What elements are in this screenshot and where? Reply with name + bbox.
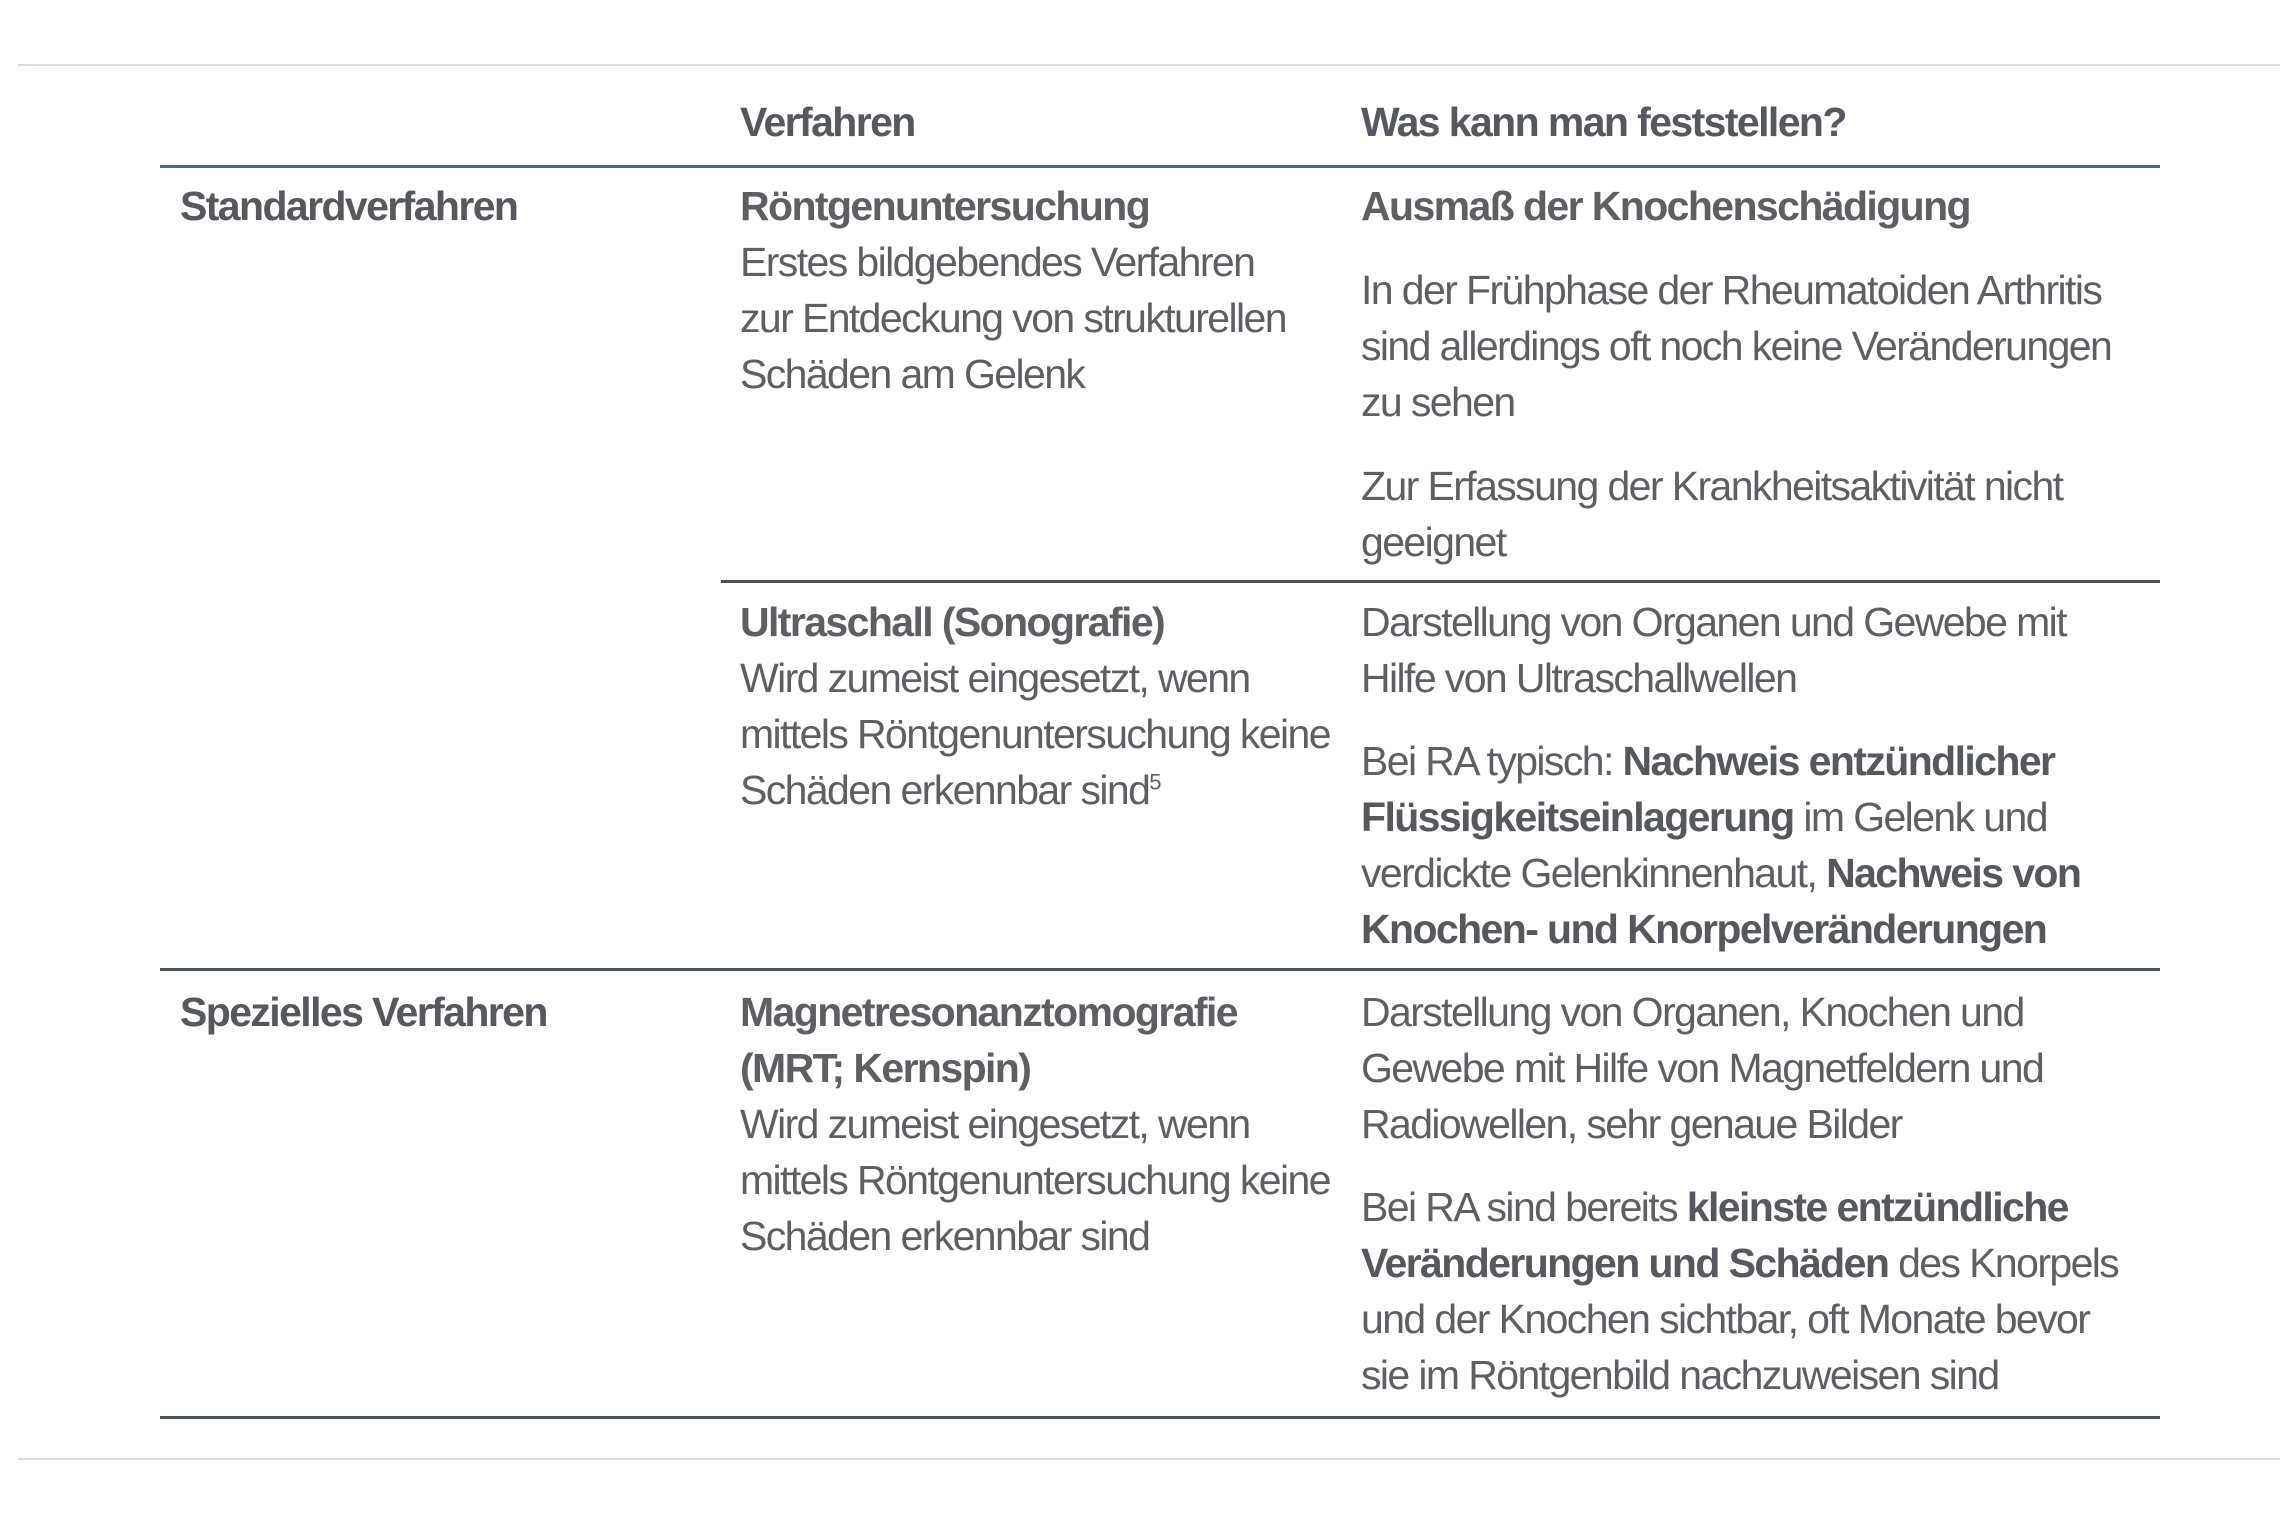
finding-paragraph: [1361, 458, 2141, 570]
finding-paragraph: [1361, 1179, 2141, 1403]
finding-paragraph: [1361, 984, 2141, 1152]
finding-text: Bei RA typisch:: [1361, 738, 1623, 784]
finding-paragraph: [1361, 733, 2081, 957]
finding-paragraph: [1361, 178, 2141, 234]
method-description: Wird zumeist eingesetzt, wenn mittels Röntgenuntersuchung keine Schäden erkennbar sind: [740, 1101, 1330, 1259]
row-label: Spezielles Verfahren: [180, 989, 547, 1035]
finding-text-bold: kleinste entzündliche Veränderungen und Schäden: [1361, 1184, 2068, 1286]
finding-text: Ausmaß der Knochenschädigung: [1361, 183, 1970, 229]
header-col2: Verfahren: [740, 99, 915, 145]
finding-text: des Knorpels und der Knochen sichtbar, oft Monate bevor sie im Röntgenbild nachzuweisen sind: [1361, 1240, 2119, 1398]
method-description-text: Wird zumeist eingesetzt, wenn mittels Röntgenuntersuchung keine Schäden erkennbar sind: [740, 655, 1330, 813]
header-divider: [160, 165, 2160, 168]
group-divider: [160, 968, 2160, 971]
finding-text: Darstellung von Organen und Gewebe mit Hilfe von Ultraschallwellen: [1361, 599, 2066, 701]
finding-text: im Gelenk und verdickte Gelenkinnenhaut,: [1361, 794, 2047, 896]
method-description: [740, 650, 1340, 818]
method-description: Erstes bildgebendes Verfahren zur Entdeckung von strukturellen Schäden am Gelenk: [740, 239, 1286, 397]
finding-text: Darstellung von Organen, Knochen und Gewebe mit Hilfe von Magnetfeldern und Radiowellen, sehr genaue Bilder: [1361, 989, 2044, 1147]
finding-text: Bei RA sind bereits: [1361, 1184, 1687, 1230]
finding-paragraph: [1361, 262, 2141, 430]
bottom-border: [18, 1458, 2280, 1460]
table-bottom-divider: [160, 1416, 2160, 1419]
method-title: Röntgenuntersuchung: [740, 183, 1150, 229]
finding-text-bold: Nachweis von Knochen- und Knorpelveränderungen: [1361, 850, 2081, 952]
row-label: Standardverfahren: [180, 183, 518, 229]
footnote-marker: 5: [1149, 769, 1160, 795]
finding-text-bold: Nachweis entzündlicher Flüssigkeitseinlagerung: [1361, 738, 2055, 840]
finding-paragraph: [1361, 594, 2141, 706]
finding-text: Zur Erfassung der Krankheitsaktivität nicht geeignet: [1361, 463, 2063, 565]
top-border: [18, 64, 2280, 66]
header-col3: Was kann man feststellen?: [1361, 99, 1846, 145]
row-divider: [721, 580, 2160, 583]
method-title: Ultraschall (Sonografie): [740, 599, 1165, 645]
method-title: Magnetresonanztomografie (MRT; Kernspin): [740, 989, 1237, 1091]
finding-text: In der Frühphase der Rheumatoiden Arthritis sind allerdings oft noch keine Veränderungen zu sehen: [1361, 267, 2112, 425]
